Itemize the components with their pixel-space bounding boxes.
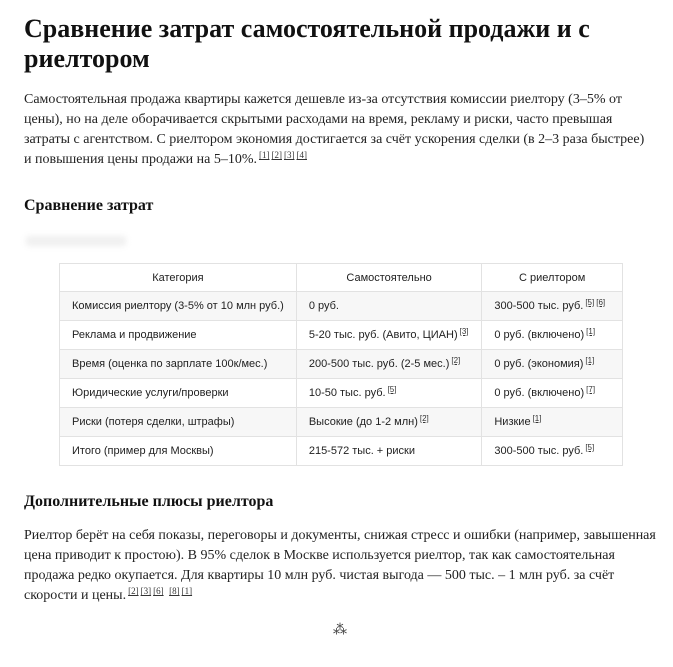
cell-self [296, 292, 482, 321]
cell-self [296, 379, 482, 408]
citation-link[interactable]: [2] [128, 586, 139, 596]
citation-link[interactable]: [6] [596, 298, 606, 307]
citation-link[interactable]: [2] [419, 414, 429, 423]
cell-self [296, 350, 482, 379]
cell-self-text: 215-572 тыс. + риски [308, 445, 416, 457]
cell-category-text: Реклама и продвижение [72, 329, 197, 341]
citation-link[interactable]: [3] [283, 150, 295, 160]
cell-agent [482, 321, 623, 350]
citation-link[interactable]: [8] [169, 586, 180, 596]
cell-self-text: 0 руб. [308, 300, 339, 312]
intro-text: Самостоятельная продажа квартиры кажется дешевле из-за отсутствия комиссии риелтору (3–5% от цены), но на деле оборачивается скрытыми расходами на время, рекламу и риски, часто превышая затраты с агентством. С риелтором экономия достигается за счёт ускорения сделки (в 2–3 раза быстрее) и повышения цены продажи на 5–10%. [24, 92, 645, 167]
citation-link[interactable]: [5] [387, 385, 397, 394]
cell-self-text: 200-500 тыс. руб. (2-5 мес.) [308, 358, 450, 370]
citation-link[interactable]: [6] [153, 586, 164, 596]
citation-link[interactable]: [2] [451, 356, 461, 365]
table-row [60, 379, 623, 408]
cell-category [60, 437, 297, 466]
table-row [60, 350, 623, 379]
citation-link[interactable]: [5] [585, 443, 595, 452]
cell-agent [482, 292, 623, 321]
cell-agent-text: Низкие [494, 416, 531, 428]
cell-self-text: 10-50 тыс. руб. [308, 387, 386, 399]
cost-comparison-table [59, 263, 623, 466]
cell-category-text: Время (оценка по зарплате 100к/мес.) [72, 358, 268, 370]
cell-category [60, 321, 297, 350]
cell-self [296, 437, 482, 466]
cell-category-text: Итого (пример для Москвы) [72, 445, 214, 457]
citation-link[interactable]: [1] [181, 586, 193, 596]
citation-link[interactable]: [4] [296, 150, 307, 160]
column-header-category: Категория [60, 264, 297, 292]
cell-category [60, 379, 297, 408]
cell-category-text: Юридические услуги/проверки [72, 387, 229, 399]
column-header-agent: С риелтором [482, 264, 623, 292]
cell-category-text: Риски (потеря сделки, штрафы) [72, 416, 235, 428]
citation-link[interactable]: [3] [459, 327, 469, 336]
cell-agent-text: 0 руб. (включено) [494, 387, 585, 399]
section-heading-plus: Дополнительные плюсы риелтора [24, 493, 274, 510]
column-header-self: Самостоятельно [296, 264, 482, 292]
citation-link[interactable]: [1] [532, 414, 542, 423]
cell-self-text: Высокие (до 1-2 млн) [308, 416, 418, 428]
citation-link[interactable]: [7] [586, 385, 596, 394]
cell-agent-text: 300-500 тыс. руб. [494, 445, 584, 457]
cell-category-text: Комиссия риелтору (3-5% от 10 млн руб.) [72, 300, 284, 312]
cell-agent-text: 0 руб. (экономия) [494, 358, 584, 370]
citation-link[interactable]: [1] [585, 356, 595, 365]
cell-agent [482, 408, 623, 437]
citation-link[interactable]: [3] [140, 586, 152, 596]
plus-text: Риелтор берёт на себя показы, переговоры и документы, снижая стресс и ошибки (например, завышенная цена приводит к простою). В 95% сделок в Москве используется риелтор, так как самостоятельная продажа редко окупается. Для квартиры 10 млн руб. чистая выгода — 500 тыс. – 1 млн руб. за счёт скорости и цены. [24, 528, 656, 603]
table-row [60, 321, 623, 350]
table-row [60, 408, 623, 437]
cell-agent [482, 437, 623, 466]
cell-category [60, 408, 297, 437]
cell-agent [482, 350, 623, 379]
cell-category [60, 292, 297, 321]
table-row [60, 292, 623, 321]
cell-agent-text: 300-500 тыс. руб. [494, 300, 584, 312]
table-body [60, 292, 623, 466]
plus-paragraph [24, 526, 656, 606]
section-heading-compare: Сравнение затрат [24, 197, 154, 214]
citation-link[interactable]: [1] [586, 327, 596, 336]
citation-link[interactable]: [5] [585, 298, 595, 307]
intro-paragraph [24, 90, 654, 170]
cell-category [60, 350, 297, 379]
snowflake-icon: ⁂ [333, 623, 347, 638]
cell-self [296, 321, 482, 350]
cell-agent-text: 0 руб. (включено) [494, 329, 585, 341]
cell-self [296, 408, 482, 437]
faded-placeholder [26, 236, 126, 246]
table-row [60, 437, 623, 466]
citation-link[interactable]: [2] [271, 150, 282, 160]
page-title: Сравнение затрат самостоятельной продажи и с риелтором [24, 14, 590, 73]
citation-link[interactable]: [1] [258, 150, 270, 160]
table-header-row [60, 264, 623, 292]
cell-self-text: 5-20 тыс. руб. (Авито, ЦИАН) [308, 329, 458, 341]
cell-agent [482, 379, 623, 408]
